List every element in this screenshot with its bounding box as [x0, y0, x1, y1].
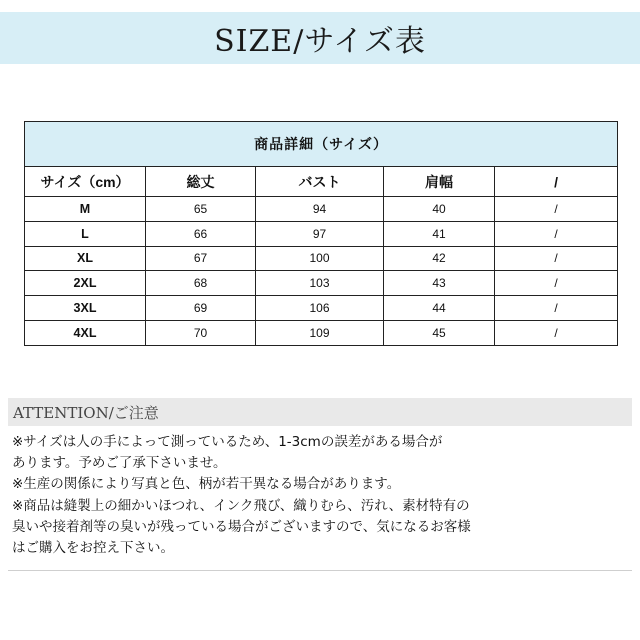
table-row — [25, 197, 618, 222]
extra-cell: / — [495, 221, 618, 246]
size-cell: 3XL — [25, 296, 146, 321]
bust-cell: 103 — [256, 271, 384, 296]
note-line: ※サイズは人の手によって測っているため、1-3cmの誤差がある場合が — [12, 434, 443, 450]
size-cell: 2XL — [25, 271, 146, 296]
bust-cell: 97 — [256, 221, 384, 246]
shoulder-cell: 45 — [384, 320, 495, 345]
table-row — [25, 271, 618, 296]
column-header-extra: / — [495, 167, 618, 197]
shoulder-cell: 43 — [384, 271, 495, 296]
shoulder-cell: 41 — [384, 221, 495, 246]
extra-cell: / — [495, 271, 618, 296]
table-caption-row — [25, 122, 618, 167]
column-header-shoulder: 肩幅 — [384, 167, 495, 197]
divider — [8, 570, 632, 571]
shoulder-cell: 44 — [384, 296, 495, 321]
column-header-bust: バスト — [256, 167, 384, 197]
extra-cell: / — [495, 197, 618, 222]
note-line: ※商品は縫製上の細かいほつれ、インク飛び、織りむら、汚れ、素材特有の — [12, 497, 470, 514]
table-row — [25, 296, 618, 321]
table-caption: 商品詳細（サイズ） — [25, 122, 618, 167]
extra-cell: / — [495, 246, 618, 271]
attention-notes — [12, 432, 632, 559]
size-cell: L — [25, 221, 146, 246]
bust-cell: 109 — [256, 320, 384, 345]
table-row — [25, 221, 618, 246]
note-line: あります。予めご了承下さいませ。 — [12, 455, 227, 472]
size-cell: 4XL — [25, 320, 146, 345]
length-cell: 70 — [146, 320, 256, 345]
size-chart-header — [0, 12, 640, 64]
extra-cell: / — [495, 320, 618, 345]
length-cell: 67 — [146, 246, 256, 271]
note-line: ※生産の関係により写真と色、柄が若干異なる場合があります。 — [12, 476, 401, 493]
bust-cell: 100 — [256, 246, 384, 271]
page-title: SIZE/サイズ表 — [214, 24, 426, 59]
bust-cell: 106 — [256, 296, 384, 321]
column-header-length: 総丈 — [146, 167, 256, 197]
note-line: はご購入をお控え下さい。 — [12, 540, 174, 557]
attention-header — [8, 398, 632, 426]
length-cell: 65 — [146, 197, 256, 222]
extra-cell: / — [495, 296, 618, 321]
note-line: 臭いや接着剤等の臭いが残っている場合がございますので、気になるお客様 — [12, 518, 471, 535]
size-cell: M — [25, 197, 146, 222]
shoulder-cell: 40 — [384, 197, 495, 222]
length-cell: 68 — [146, 271, 256, 296]
attention-title: ATTENTION/ご注意 — [13, 403, 159, 422]
table-header-row — [25, 167, 618, 197]
shoulder-cell: 42 — [384, 246, 495, 271]
size-table — [24, 121, 618, 346]
column-header-size: サイズ（cm） — [25, 167, 146, 197]
length-cell: 66 — [146, 221, 256, 246]
table-row — [25, 320, 618, 345]
bust-cell: 94 — [256, 197, 384, 222]
size-cell: XL — [25, 246, 146, 271]
table-row — [25, 246, 618, 271]
length-cell: 69 — [146, 296, 256, 321]
